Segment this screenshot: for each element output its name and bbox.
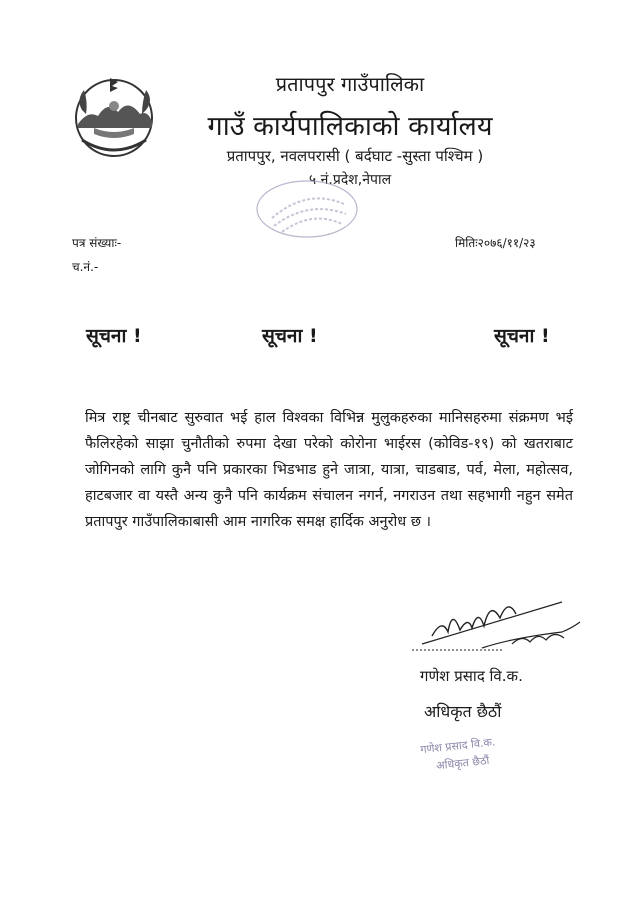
signatory-name: गणेश प्रसाद वि.क. (420, 667, 523, 685)
dispatch-number-label: च.नं.- (72, 260, 99, 274)
office-stamp (252, 178, 362, 240)
name-stamp (420, 730, 540, 776)
province-line: ५ नं.प्रदेश,नेपाल (308, 172, 392, 188)
office-title: गाउँ कार्यपालिकाको कार्यालय (207, 111, 493, 142)
notice-body: मित्र राष्ट्र चीनबाट सुरुवात भई हाल विश्वका विभिन्न मुलुकहरुका मानिसहरुमा संक्रमण भई फैलिरहेको साझा चुनौतीको रुपमा देखा परेको कोरोना भाईरस (कोविड-१९) को खतराबाट जोगिनको लागि कुनै पनि प्रकारका भिडभाड हुने जात्रा, यात्रा, चाडबाड, पर्व, मेला, महोत्सव, हाटबजार वा यस्तै अन्य कुनै पनि कार्यक्रम संचालन नगर्न, नगराउन तथा सहभागी नहुन समेत प्रतापपुर गाउँपालिकाबासी आम नागरिक समक्ष हार्दिक अनुरोध छ । (85, 410, 573, 530)
notice-title-center: सूचना ! (262, 325, 318, 347)
name-stamp-line-1: गणेश प्रसाद वि.क. (419, 735, 497, 757)
notice-title-right: सूचना ! (494, 325, 550, 347)
notice-title-left: सूचना ! (86, 325, 142, 347)
signatory-designation: अधिकृत छैठौं (424, 702, 502, 721)
office-address: प्रतापपुर, नवलपरासी ( बर्दघाट -सुस्ता पश्चिम ) (226, 147, 484, 165)
handwritten-signature (412, 588, 587, 656)
reference-number-label: पत्र संख्याः- (72, 236, 122, 250)
municipality-name: प्रतापपुर गाउँपालिका (275, 72, 425, 96)
date-label: मितिः२०७६/११/२३ (455, 236, 536, 250)
name-stamp-line-2: अधिकृत छैठौं (435, 753, 490, 773)
